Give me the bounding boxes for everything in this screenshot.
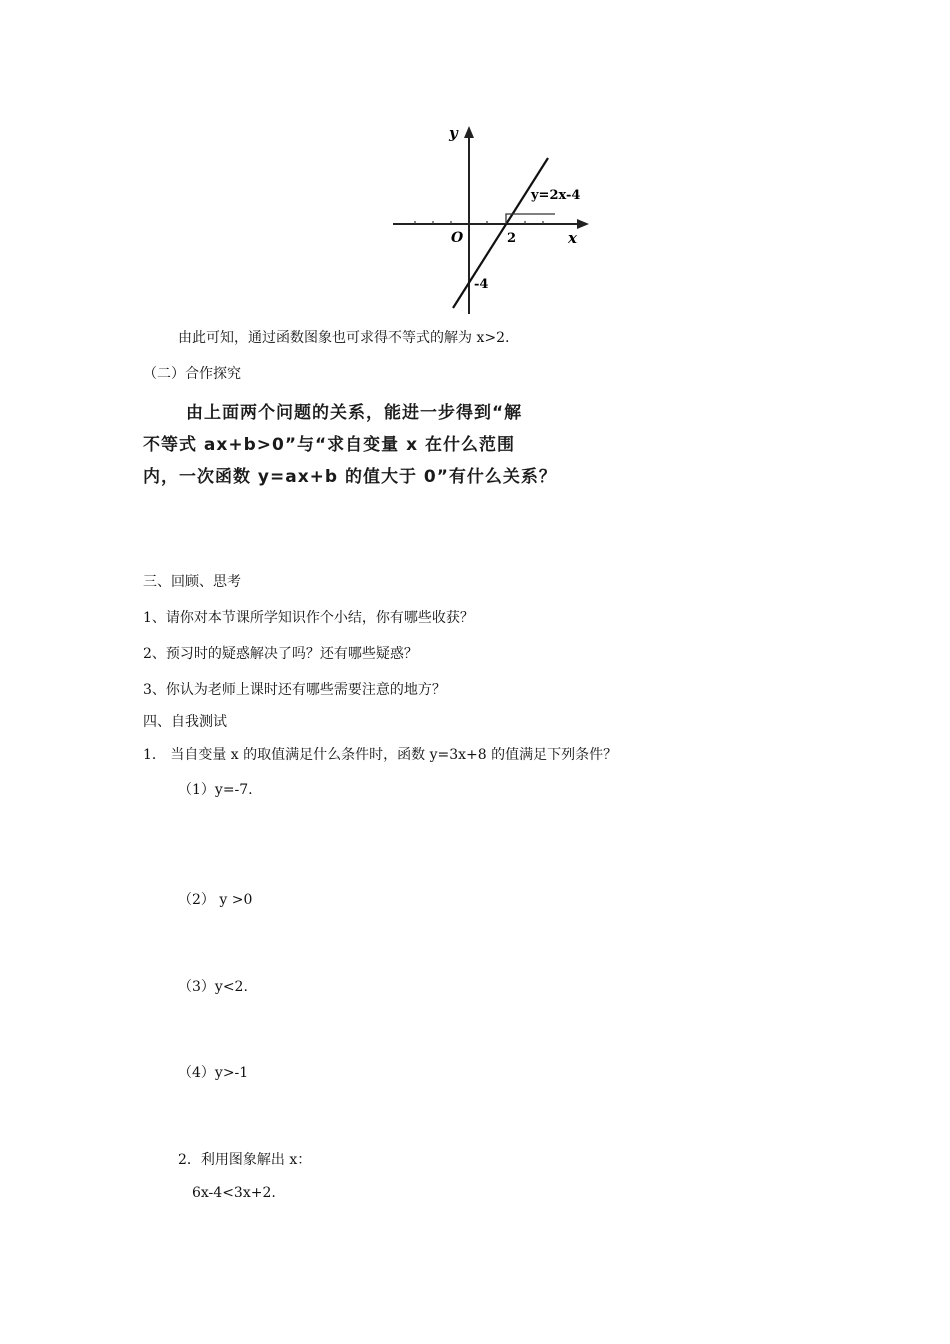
review-item-3: 3、你认为老师上课时还有哪些需要注意的地方？ — [143, 682, 446, 698]
question-2-expression: 6x-4<3x+2. — [192, 1185, 276, 1201]
line-equation-label: y=2x-4 — [531, 188, 581, 203]
question-1-part-1: （1）y=-7. — [178, 782, 253, 798]
conclusion-text: 由此可知，通过函数图象也可求得不等式的解为 x>2. — [178, 330, 510, 346]
question-1: 1． 当自变量 x 的取值满足什么条件时，函数 y=3x+8 的值满足下列条件？ — [143, 747, 618, 763]
graph-line — [453, 158, 548, 308]
origin-label: O — [451, 230, 464, 246]
function-graph — [385, 118, 615, 318]
question-2: 2．利用图象解出 x： — [178, 1152, 312, 1168]
question-1-part-4: （4）y>-1 — [178, 1065, 249, 1081]
review-item-1: 1、请你对本节课所学知识作个小结，你有哪些收获？ — [143, 610, 474, 626]
review-item-2: 2、预习时的疑惑解决了吗？还有哪些疑惑？ — [143, 646, 418, 662]
section-three-heading: 三、回顾、思考 — [143, 574, 241, 590]
y-axis-label: y — [449, 124, 458, 142]
scan-line-1: 由上面两个问题的关系，能进一步得到“解 — [186, 403, 523, 423]
question-1-part-3: （3）y<2. — [178, 979, 248, 995]
scan-line-3: 内，一次函数 y=ax+b 的值大于 0”有什么关系？ — [143, 467, 557, 487]
x-axis-label: x — [568, 229, 577, 247]
scan-line-2: 不等式 ax+b>0”与“求自变量 x 在什么范围 — [143, 435, 515, 455]
section-four-heading: 四、自我测试 — [143, 714, 227, 730]
y-intercept-label: -4 — [474, 277, 489, 292]
section-two-heading: （二）合作探究 — [143, 366, 241, 382]
question-1-part-2: （2） y >0 — [178, 892, 253, 908]
x-intercept-label: 2 — [507, 231, 517, 246]
